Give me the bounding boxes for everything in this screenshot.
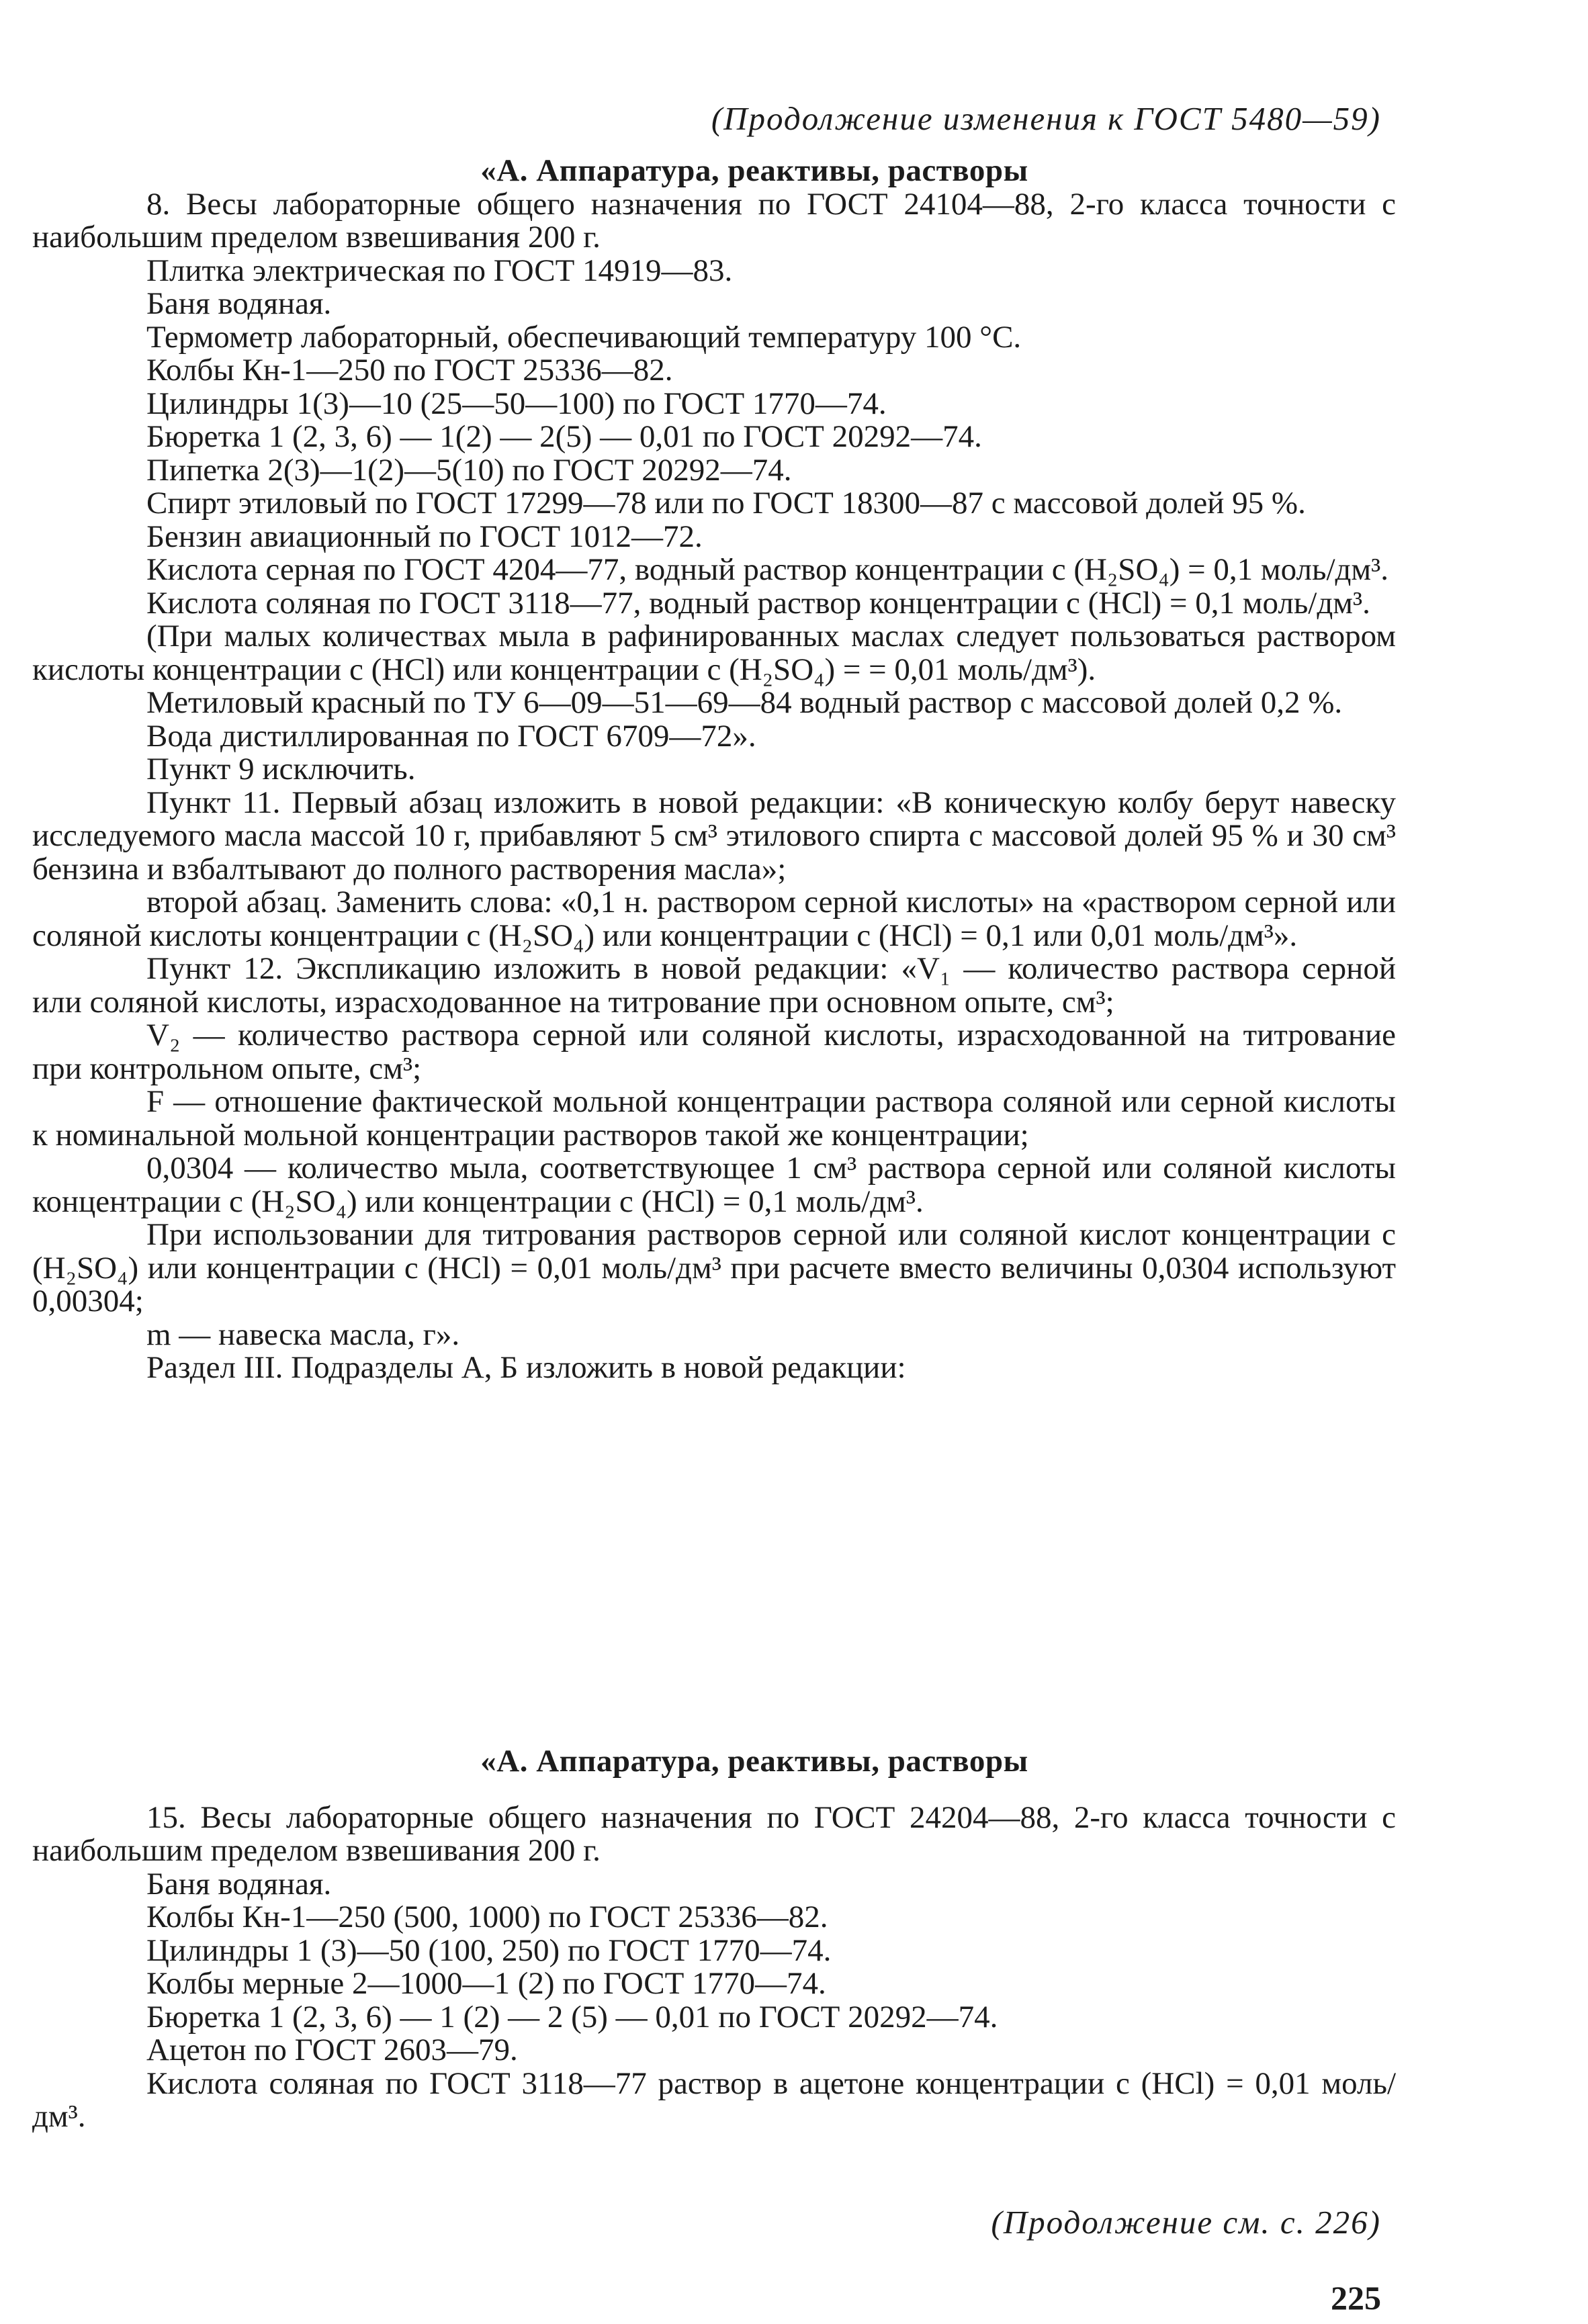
- paragraph: Ацетон по ГОСТ 2603—79.: [146, 2032, 518, 2067]
- paragraph: Метиловый красный по ТУ 6—09—51—69—84 водный раствор с массовой долей 0,2 %.: [146, 685, 1343, 720]
- running-head: (Продолжение изменения к ГОСТ 5480—59): [711, 100, 1381, 137]
- paragraph: При использовании для титрования растворов серной или соляной кислот концентрации с (H₂SO₄) или концентрации с (HCl) = 0,01 моль/дм³ при расчете вместо величины 0,0304 используют 0,00304;: [32, 1217, 1396, 1319]
- paragraph: 15. Весы лабораторные общего назначения по ГОСТ 24204—88, 2-го класса точности с наибольшим пределом взвешивания 200 г.: [32, 1799, 1396, 1868]
- paragraph: Раздел III. Подразделы А, Б изложить в новой редакции:: [146, 1350, 906, 1385]
- paragraph: Цилиндры 1(3)—10 (25—50—100) по ГОСТ 1770—74.: [146, 386, 887, 421]
- paragraph: Колбы Кн-1—250 по ГОСТ 25336—82.: [146, 353, 673, 388]
- paragraph: Бензин авиационный по ГОСТ 1012—72.: [146, 519, 703, 554]
- paragraph: Кислота соляная по ГОСТ 3118—77 раствор в ацетоне концентрации с (HCl) = 0,01 моль/дм³.: [32, 2065, 1396, 2134]
- paragraph: Спирт этиловый по ГОСТ 17299—78 или по ГОСТ 18300—87 с массовой долей 95 %.: [146, 486, 1306, 521]
- paragraph: F — отношение фактической мольной концентрации раствора соляной или серной кислоты к номинальной мольной концентрации растворов такой же концентрации;: [32, 1084, 1396, 1153]
- paragraph: Плитка электрическая по ГОСТ 14919—83.: [146, 253, 733, 288]
- section-heading: «А. Аппаратура, реактивы, растворы: [480, 1744, 1028, 1779]
- paragraph: Кислота соляная по ГОСТ 3118—77, водный раствор концентрации с (HCl) = 0,1 моль/дм³.: [146, 585, 1370, 621]
- paragraph: Баня водяная.: [146, 286, 332, 321]
- paragraph: Бюретка 1 (2, 3, 6) — 1(2) — 2(5) — 0,01 по ГОСТ 20292—74.: [146, 419, 982, 454]
- paragraph: Цилиндры 1 (3)—50 (100, 250) по ГОСТ 1770—74.: [146, 1932, 832, 1968]
- paragraph: Пипетка 2(3)—1(2)—5(10) по ГОСТ 20292—74.: [146, 452, 792, 488]
- paragraph: V₂ — количество раствора серной или соляной кислоты, израсходованной на титрование при контрольном опыте, см³;: [32, 1018, 1396, 1086]
- paragraph: Кислота серная по ГОСТ 4204—77, водный раствор концентрации с (H₂SO₄) = 0,1 моль/дм³.: [146, 552, 1388, 587]
- page-number: 225: [1331, 2279, 1381, 2317]
- paragraph: Баня водяная.: [146, 1866, 332, 1902]
- section-heading: «А. Аппаратура, реактивы, растворы: [480, 153, 1028, 188]
- paragraph: 8. Весы лабораторные общего назначения по ГОСТ 24104—88, 2-го класса точности с наибольшим пределом взвешивания 200 г.: [32, 186, 1396, 255]
- paragraph: Вода дистиллированная по ГОСТ 6709—72».: [146, 718, 756, 754]
- section-apparatus-amendment-2: [32, 1732, 1396, 2134]
- paragraph: Пункт 9 исключить.: [146, 752, 416, 787]
- paragraph: второй абзац. Заменить слова: «0,1 н. раствором серной кислоты» на «раствором серной или соляной кислоты концентрации с (H₂SO₄) или концентрации с (HCl) = 0,1 или 0,01 моль/дм³».: [32, 885, 1396, 953]
- paragraph: (При малых количествах мыла в рафинированных маслах следует пользоваться раствором кислоты концентрации с (HCl) или концентрации с (H₂SO₄) = = 0,01 моль/дм³).: [32, 619, 1396, 687]
- paragraph: Колбы мерные 2—1000—1 (2) по ГОСТ 1770—74.: [146, 1966, 826, 2001]
- paragraph: Бюретка 1 (2, 3, 6) — 1 (2) — 2 (5) — 0,01 по ГОСТ 20292—74.: [146, 1999, 998, 2035]
- continuation-note: (Продолжение см. с. 226): [991, 2204, 1381, 2241]
- paragraph: Термометр лабораторный, обеспечивающий температуру 100 °С.: [146, 319, 1022, 355]
- section-apparatus-amendment-1: [32, 154, 1396, 1385]
- paragraph: Пункт 12. Экспликацию изложить в новой редакции: «V₁ — количество раствора серной или соляной кислоты, израсходованное на титрование при основном опыте, см³;: [32, 951, 1396, 1020]
- paragraph: Колбы Кн-1—250 (500, 1000) по ГОСТ 25336—82.: [146, 1900, 828, 1934]
- paragraph: m — навеска масла, г».: [146, 1316, 460, 1352]
- paragraph: 0,0304 — количество мыла, соответствующее 1 см³ раствора серной или соляной кислоты концентрации с (H₂SO₄) или концентрации с (HCl) = 0,1 моль/дм³.: [32, 1151, 1396, 1219]
- paragraph: Пункт 11. Первый абзац изложить в новой редакции: «В коническую колбу берут навеску исследуемого масла массой 10 г, прибавляют 5 см³ этилового спирта с массовой долей 95 % и 30 см³ бензина и взбалтывают до полного растворения масла»;: [32, 785, 1396, 887]
